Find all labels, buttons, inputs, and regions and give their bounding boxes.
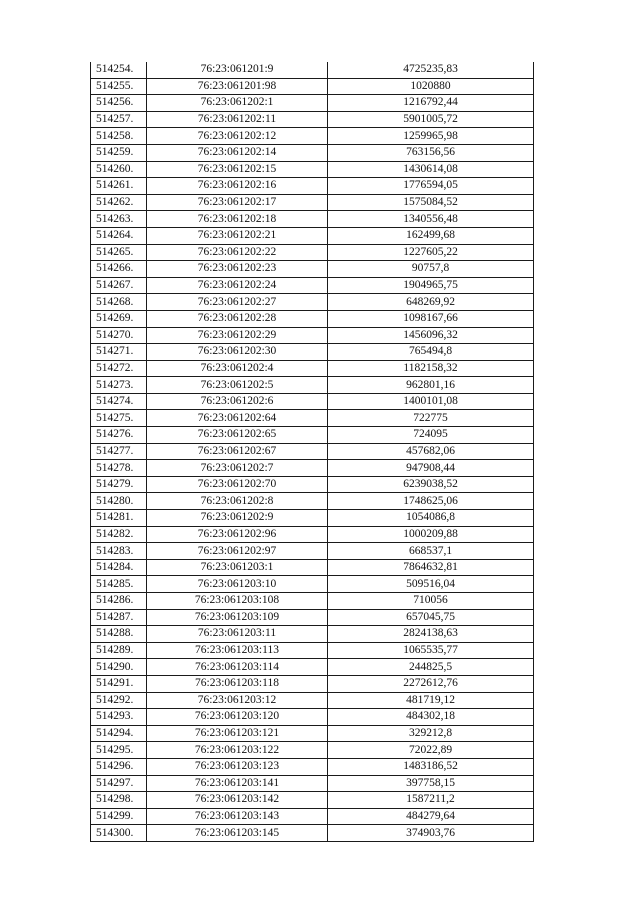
cadastral-number-cell: 76:23:061202:24	[147, 277, 328, 294]
cadastral-number-cell: 76:23:061203:143	[147, 808, 328, 825]
cadastral-value-cell: 722775	[328, 410, 534, 427]
cadastral-value-cell: 484279,64	[328, 808, 534, 825]
table-row	[91, 626, 534, 643]
cadastral-value-cell: 7864632,81	[328, 559, 534, 576]
table-row	[91, 377, 534, 394]
cadastral-number-cell: 76:23:061203:120	[147, 709, 328, 726]
table-row	[91, 443, 534, 460]
cadastral-number-cell: 76:23:061202:96	[147, 526, 328, 543]
cadastral-number-cell: 76:23:061202:67	[147, 443, 328, 460]
table-row	[91, 294, 534, 311]
row-number-cell: 514294.	[91, 725, 147, 742]
cadastral-value-cell: 374903,76	[328, 825, 534, 842]
cadastral-value-cell: 947908,44	[328, 460, 534, 477]
cadastral-value-cell: 1904965,75	[328, 277, 534, 294]
row-number-cell: 514286.	[91, 593, 147, 610]
table-row	[91, 427, 534, 444]
row-number-cell: 514284.	[91, 559, 147, 576]
cadastral-value-cell: 6239038,52	[328, 476, 534, 493]
cadastral-number-cell: 76:23:061203:145	[147, 825, 328, 842]
row-number-cell: 514287.	[91, 609, 147, 626]
table-row	[91, 576, 534, 593]
cadastral-value-cell: 2272612,76	[328, 675, 534, 692]
cadastral-value-cell: 1340556,48	[328, 211, 534, 228]
row-number-cell: 514255.	[91, 78, 147, 95]
table-row	[91, 642, 534, 659]
table-row	[91, 825, 534, 842]
table-row	[91, 360, 534, 377]
row-number-cell: 514272.	[91, 360, 147, 377]
row-number-cell: 514293.	[91, 709, 147, 726]
cadastral-number-cell: 76:23:061202:22	[147, 244, 328, 261]
cadastral-number-cell: 76:23:061202:11	[147, 111, 328, 128]
cadastral-number-cell: 76:23:061203:109	[147, 609, 328, 626]
table-row	[91, 510, 534, 527]
table-row	[91, 659, 534, 676]
cadastral-value-cell: 710056	[328, 593, 534, 610]
cadastral-number-cell: 76:23:061202:6	[147, 393, 328, 410]
table-row	[91, 194, 534, 211]
cadastral-value-cell: 484302,18	[328, 709, 534, 726]
row-number-cell: 514266.	[91, 261, 147, 278]
cadastral-number-cell: 76:23:061202:1	[147, 95, 328, 112]
cadastral-number-cell: 76:23:061202:70	[147, 476, 328, 493]
cadastral-value-cell: 763156,56	[328, 144, 534, 161]
cadastral-number-cell: 76:23:061203:10	[147, 576, 328, 593]
row-number-cell: 514296.	[91, 758, 147, 775]
cadastral-value-cell: 72022,89	[328, 742, 534, 759]
row-number-cell: 514292.	[91, 692, 147, 709]
cadastral-value-cell: 4725235,83	[328, 62, 534, 78]
row-number-cell: 514268.	[91, 294, 147, 311]
cadastral-number-cell: 76:23:061203:123	[147, 758, 328, 775]
row-number-cell: 514295.	[91, 742, 147, 759]
cadastral-number-cell: 76:23:061202:30	[147, 344, 328, 361]
table-row	[91, 261, 534, 278]
cadastral-value-cell: 481719,12	[328, 692, 534, 709]
cadastral-number-cell: 76:23:061202:16	[147, 178, 328, 195]
cadastral-value-cell: 962801,16	[328, 377, 534, 394]
cadastral-number-cell: 76:23:061202:4	[147, 360, 328, 377]
row-number-cell: 514260.	[91, 161, 147, 178]
table-row	[91, 559, 534, 576]
cadastral-number-cell: 76:23:061203:113	[147, 642, 328, 659]
table-row	[91, 161, 534, 178]
cadastral-number-cell: 76:23:061203:108	[147, 593, 328, 610]
row-number-cell: 514267.	[91, 277, 147, 294]
cadastral-number-cell: 76:23:061202:64	[147, 410, 328, 427]
table-row	[91, 393, 534, 410]
table-body	[91, 62, 534, 841]
cadastral-number-cell: 76:23:061202:17	[147, 194, 328, 211]
row-number-cell: 514273.	[91, 377, 147, 394]
row-number-cell: 514264.	[91, 227, 147, 244]
table-row	[91, 758, 534, 775]
cadastral-value-cell: 1748625,06	[328, 493, 534, 510]
cadastral-value-cell: 1216792,44	[328, 95, 534, 112]
cadastral-number-cell: 76:23:061202:27	[147, 294, 328, 311]
cadastral-value-cell: 2824138,63	[328, 626, 534, 643]
cadastral-value-cell: 668537,1	[328, 543, 534, 560]
cadastral-value-cell: 1182158,32	[328, 360, 534, 377]
cadastral-value-table	[90, 62, 534, 842]
row-number-cell: 514285.	[91, 576, 147, 593]
cadastral-number-cell: 76:23:061202:18	[147, 211, 328, 228]
cadastral-value-cell: 724095	[328, 427, 534, 444]
cadastral-value-cell: 90757,8	[328, 261, 534, 278]
row-number-cell: 514263.	[91, 211, 147, 228]
row-number-cell: 514277.	[91, 443, 147, 460]
table-row	[91, 460, 534, 477]
cadastral-value-cell: 457682,06	[328, 443, 534, 460]
cadastral-value-cell: 509516,04	[328, 576, 534, 593]
cadastral-number-cell: 76:23:061202:8	[147, 493, 328, 510]
cadastral-value-cell: 657045,75	[328, 609, 534, 626]
cadastral-number-cell: 76:23:061203:122	[147, 742, 328, 759]
cadastral-number-cell: 76:23:061202:23	[147, 261, 328, 278]
cadastral-number-cell: 76:23:061202:9	[147, 510, 328, 527]
cadastral-value-cell: 1054086,8	[328, 510, 534, 527]
table-row	[91, 609, 534, 626]
cadastral-number-cell: 76:23:061202:65	[147, 427, 328, 444]
table-row	[91, 211, 534, 228]
cadastral-number-cell: 76:23:061202:7	[147, 460, 328, 477]
cadastral-number-cell: 76:23:061203:1	[147, 559, 328, 576]
table-row	[91, 709, 534, 726]
table-row	[91, 178, 534, 195]
row-number-cell: 514288.	[91, 626, 147, 643]
row-number-cell: 514282.	[91, 526, 147, 543]
cadastral-number-cell: 76:23:061202:14	[147, 144, 328, 161]
cadastral-value-cell: 1098167,66	[328, 310, 534, 327]
cadastral-number-cell: 76:23:061202:21	[147, 227, 328, 244]
row-number-cell: 514279.	[91, 476, 147, 493]
cadastral-value-cell: 1400101,08	[328, 393, 534, 410]
row-number-cell: 514275.	[91, 410, 147, 427]
cadastral-value-cell: 1065535,77	[328, 642, 534, 659]
row-number-cell: 514291.	[91, 675, 147, 692]
table-row	[91, 526, 534, 543]
table-row	[91, 725, 534, 742]
row-number-cell: 514283.	[91, 543, 147, 560]
table-row	[91, 310, 534, 327]
cadastral-number-cell: 76:23:061203:114	[147, 659, 328, 676]
cadastral-number-cell: 76:23:061203:118	[147, 675, 328, 692]
row-number-cell: 514274.	[91, 393, 147, 410]
table-row	[91, 227, 534, 244]
table-row	[91, 742, 534, 759]
table-row	[91, 808, 534, 825]
cadastral-number-cell: 76:23:061203:11	[147, 626, 328, 643]
row-number-cell: 514259.	[91, 144, 147, 161]
row-number-cell: 514256.	[91, 95, 147, 112]
table-row	[91, 244, 534, 261]
row-number-cell: 514265.	[91, 244, 147, 261]
cadastral-value-cell: 5901005,72	[328, 111, 534, 128]
table-row	[91, 128, 534, 145]
table-row	[91, 476, 534, 493]
row-number-cell: 514298.	[91, 792, 147, 809]
row-number-cell: 514257.	[91, 111, 147, 128]
table-row	[91, 493, 534, 510]
table-row	[91, 543, 534, 560]
table-row	[91, 593, 534, 610]
cadastral-value-cell: 765494,8	[328, 344, 534, 361]
table-row	[91, 792, 534, 809]
table-row	[91, 95, 534, 112]
cadastral-value-cell: 1575084,52	[328, 194, 534, 211]
table-row	[91, 78, 534, 95]
row-number-cell: 514261.	[91, 178, 147, 195]
cadastral-value-cell: 648269,92	[328, 294, 534, 311]
cadastral-value-cell: 162499,68	[328, 227, 534, 244]
cadastral-value-cell: 1227605,22	[328, 244, 534, 261]
cadastral-value-cell: 1776594,05	[328, 178, 534, 195]
cadastral-number-cell: 76:23:061202:29	[147, 327, 328, 344]
cadastral-value-cell: 1259965,98	[328, 128, 534, 145]
row-number-cell: 514276.	[91, 427, 147, 444]
cadastral-number-cell: 76:23:061202:5	[147, 377, 328, 394]
cadastral-number-cell: 76:23:061202:28	[147, 310, 328, 327]
cadastral-number-cell: 76:23:061203:12	[147, 692, 328, 709]
cadastral-number-cell: 76:23:061202:15	[147, 161, 328, 178]
cadastral-number-cell: 76:23:061203:142	[147, 792, 328, 809]
row-number-cell: 514269.	[91, 310, 147, 327]
cadastral-number-cell: 76:23:061203:121	[147, 725, 328, 742]
row-number-cell: 514278.	[91, 460, 147, 477]
cadastral-number-cell: 76:23:061201:98	[147, 78, 328, 95]
row-number-cell: 514300.	[91, 825, 147, 842]
table-row	[91, 111, 534, 128]
cadastral-number-cell: 76:23:061202:12	[147, 128, 328, 145]
row-number-cell: 514258.	[91, 128, 147, 145]
table-row	[91, 277, 534, 294]
table-row	[91, 692, 534, 709]
cadastral-value-cell: 244825,5	[328, 659, 534, 676]
table-row	[91, 62, 534, 78]
table-row	[91, 327, 534, 344]
cadastral-value-cell: 1587211,2	[328, 792, 534, 809]
row-number-cell: 514262.	[91, 194, 147, 211]
cadastral-value-cell: 1020880	[328, 78, 534, 95]
cadastral-value-cell: 329212,8	[328, 725, 534, 742]
row-number-cell: 514254.	[91, 62, 147, 78]
row-number-cell: 514281.	[91, 510, 147, 527]
row-number-cell: 514271.	[91, 344, 147, 361]
table-row	[91, 775, 534, 792]
cadastral-value-cell: 1000209,88	[328, 526, 534, 543]
cadastral-number-cell: 76:23:061203:141	[147, 775, 328, 792]
table-row	[91, 410, 534, 427]
row-number-cell: 514289.	[91, 642, 147, 659]
cadastral-number-cell: 76:23:061201:9	[147, 62, 328, 78]
cadastral-number-cell: 76:23:061202:97	[147, 543, 328, 560]
table-row	[91, 344, 534, 361]
table-row	[91, 675, 534, 692]
cadastral-value-cell: 1483186,52	[328, 758, 534, 775]
row-number-cell: 514290.	[91, 659, 147, 676]
row-number-cell: 514280.	[91, 493, 147, 510]
row-number-cell: 514270.	[91, 327, 147, 344]
table-row	[91, 144, 534, 161]
cadastral-value-cell: 397758,15	[328, 775, 534, 792]
row-number-cell: 514297.	[91, 775, 147, 792]
cadastral-value-cell: 1456096,32	[328, 327, 534, 344]
cadastral-value-cell: 1430614,08	[328, 161, 534, 178]
row-number-cell: 514299.	[91, 808, 147, 825]
